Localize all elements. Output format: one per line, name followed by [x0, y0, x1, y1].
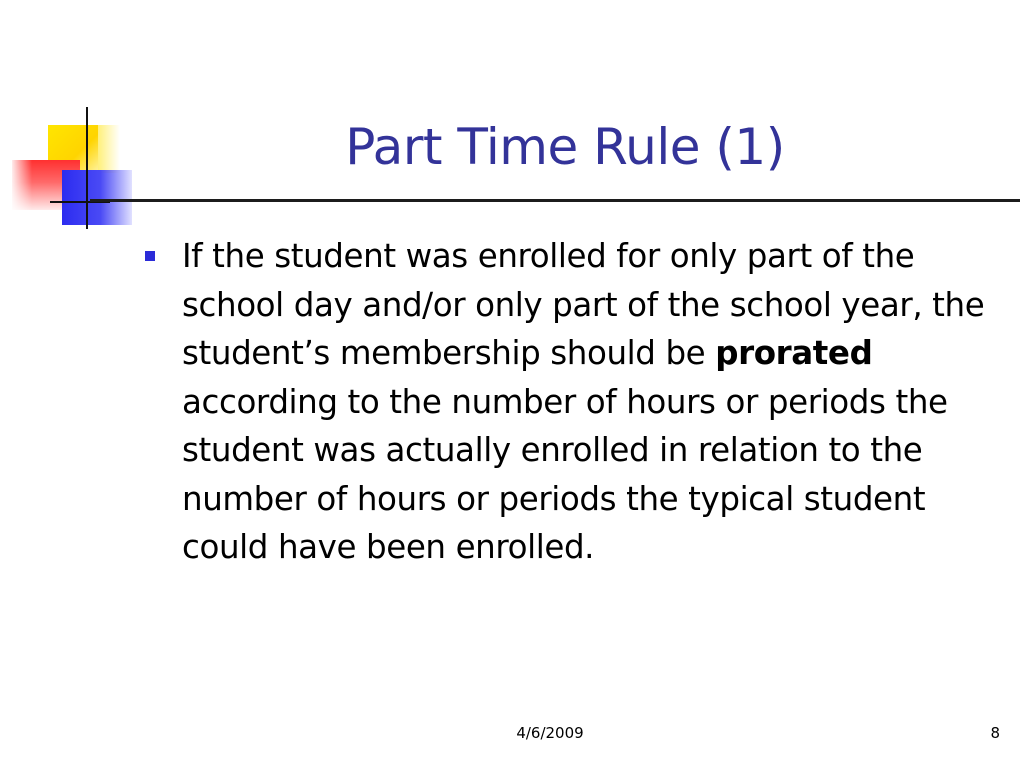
- color-blocks-logo-icon: [10, 105, 145, 230]
- bullet-text-after: according to the number of hours or periods the student was actually enrolled in relation to the number of hours or periods the typical student could have been enrolled.: [182, 382, 948, 566]
- footer-date: 4/6/2009: [516, 724, 584, 742]
- bullet-text: [182, 232, 1002, 572]
- logo-vertical-line: [86, 107, 88, 229]
- title-divider: [90, 199, 1020, 202]
- bullet-emphasis: prorated: [715, 334, 873, 372]
- list-item: [145, 232, 1005, 572]
- bullet-text-before: If the student was enrolled for only part of the school day and/or only part of the school year, the student’s membership should be: [182, 237, 985, 372]
- slide-content: [145, 232, 1005, 572]
- page-number: 8: [990, 724, 1000, 742]
- square-bullet-icon: [145, 251, 155, 261]
- logo-red-fade: [12, 160, 32, 210]
- slide-title: Part Time Rule (1): [345, 118, 785, 176]
- logo-yellow-fade: [98, 125, 120, 173]
- logo-blue-square: [62, 170, 132, 225]
